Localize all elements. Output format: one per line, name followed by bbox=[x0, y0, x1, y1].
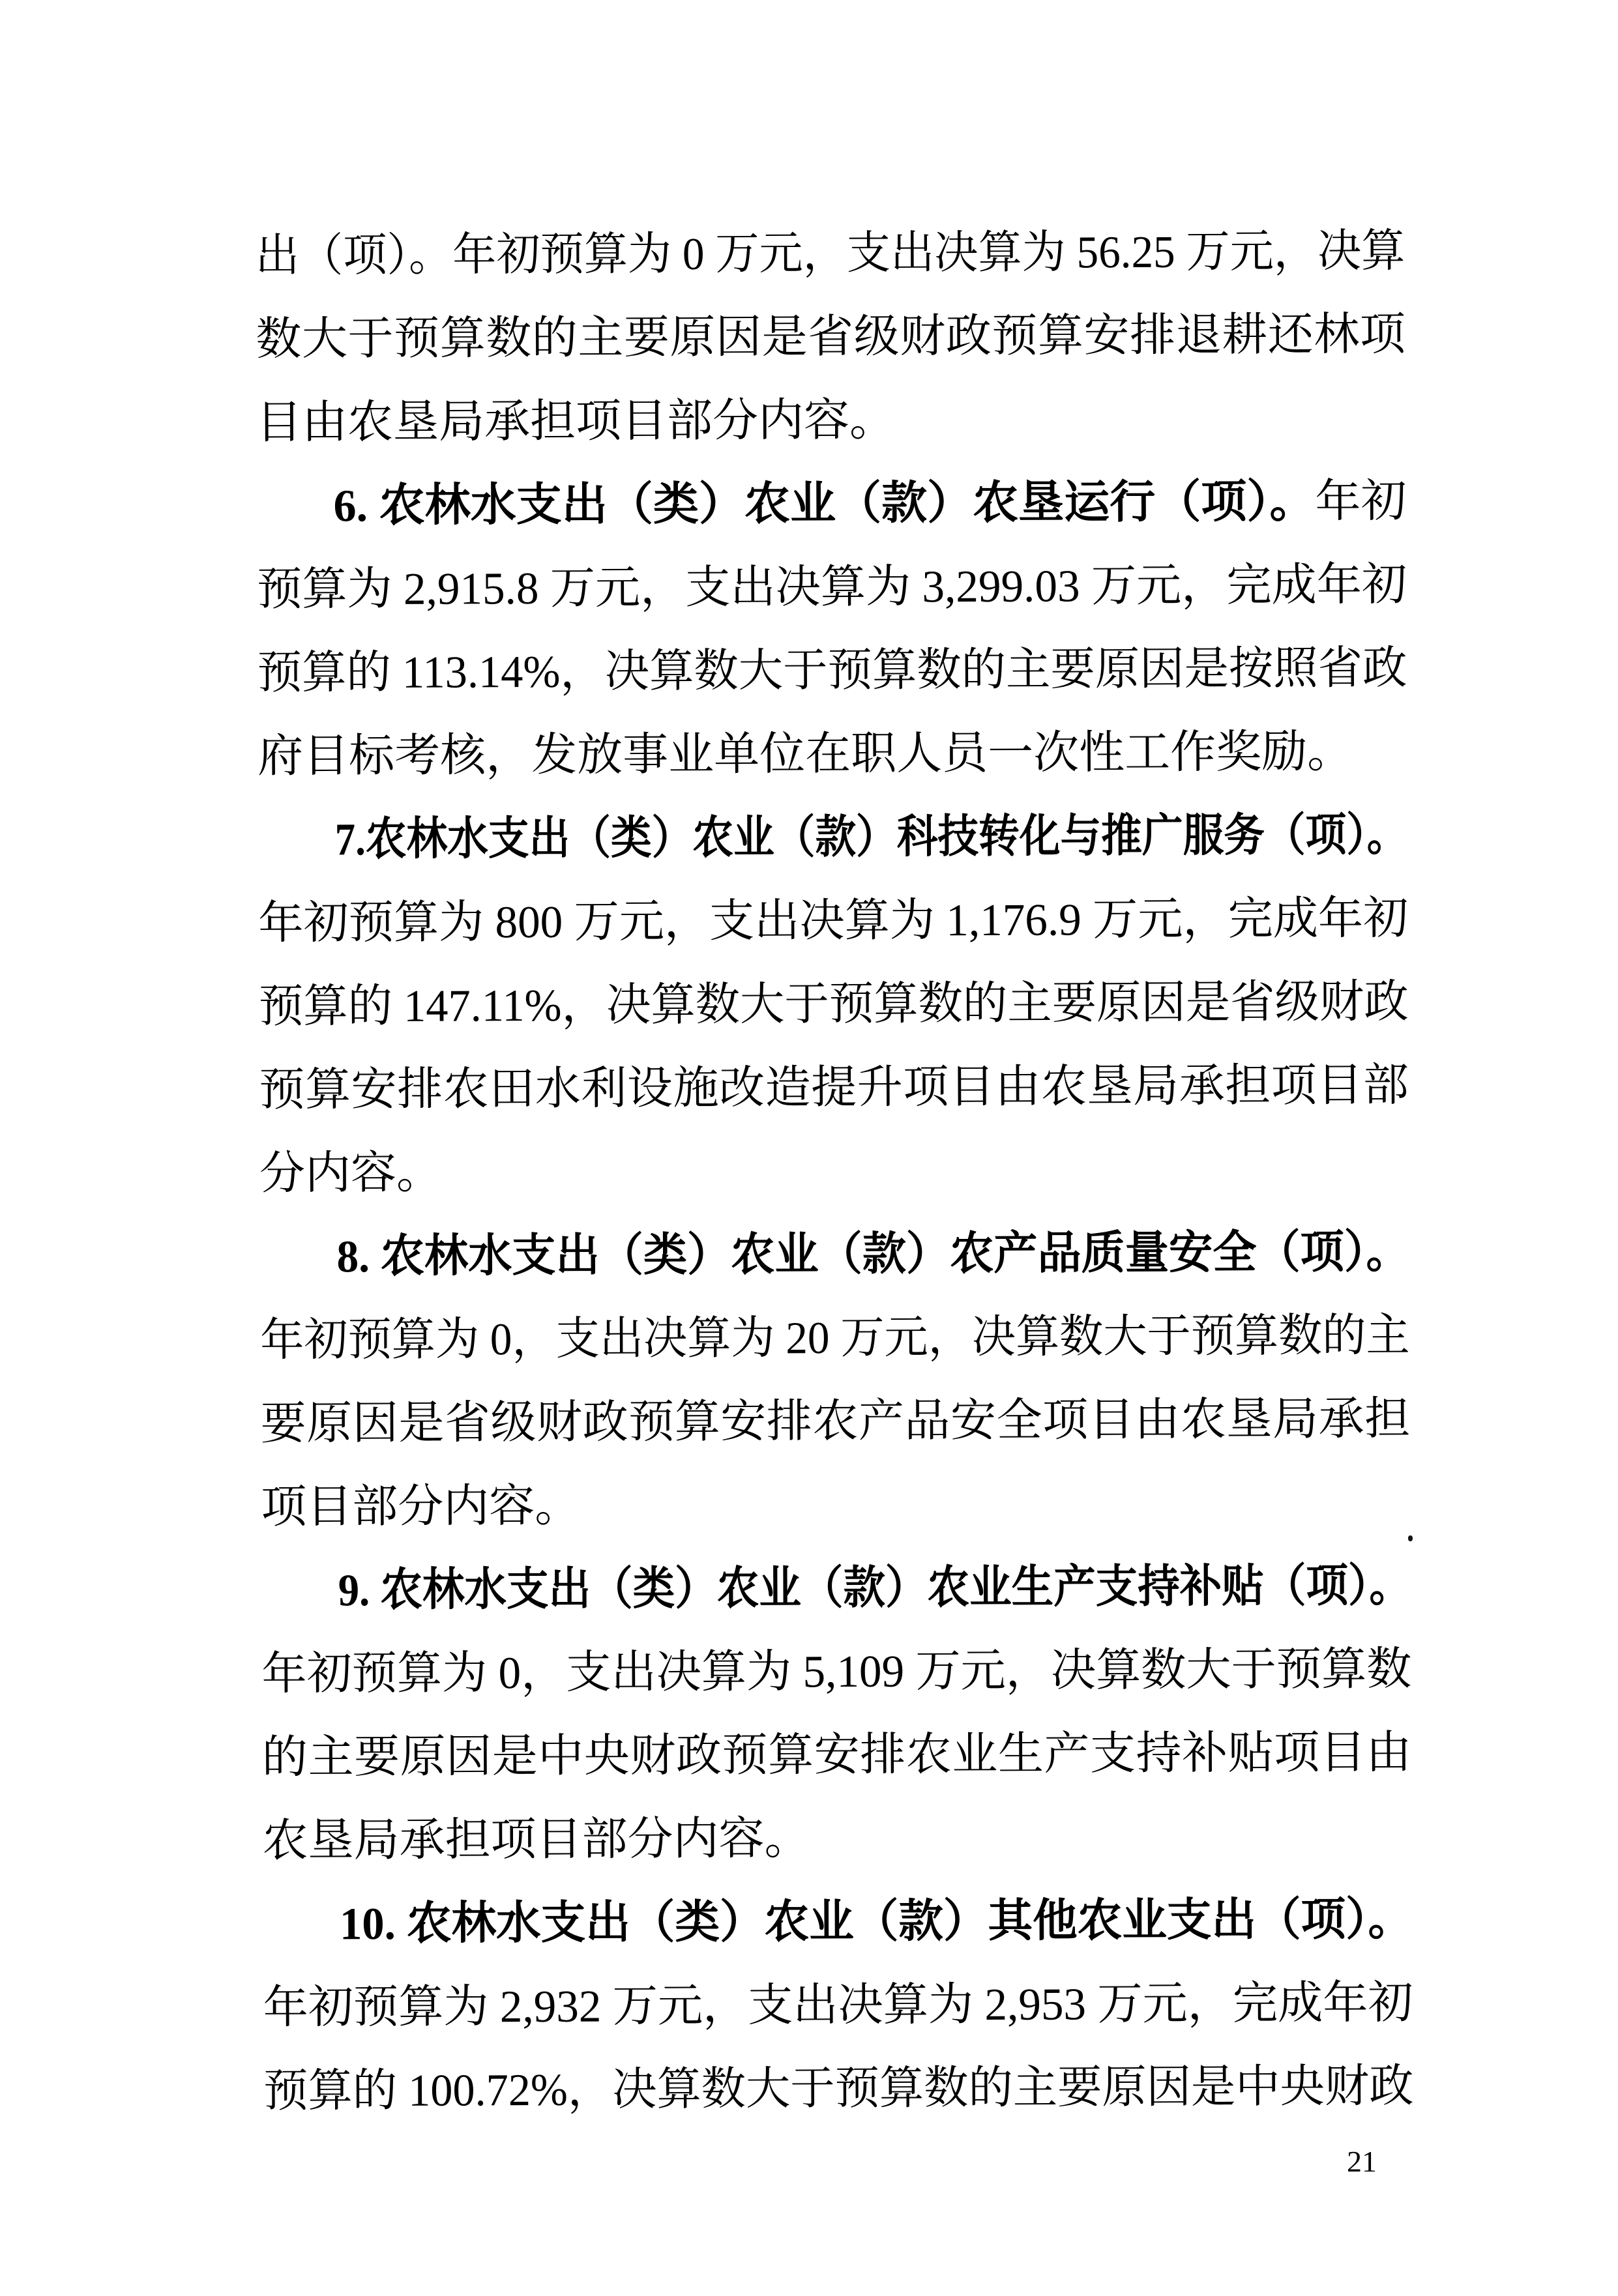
text-line-content bbox=[340, 1878, 1413, 1966]
section-heading-text: 9. 农林水支出（类）农业（款）农业生产支持补贴（项）。 bbox=[338, 1561, 1411, 1616]
text-line-content bbox=[261, 1628, 1412, 1717]
text-line bbox=[256, 460, 1407, 549]
text-line bbox=[259, 961, 1409, 1049]
text-line bbox=[256, 293, 1406, 382]
text-line-content bbox=[262, 1711, 1413, 1800]
text-line-content bbox=[259, 961, 1409, 1049]
text-line bbox=[257, 627, 1407, 716]
text-line bbox=[261, 1545, 1412, 1633]
text-line-content bbox=[260, 1294, 1410, 1383]
body-text: 年初预算为 0，支出决算为 5,109 万元，决算数大于预算数 bbox=[261, 1644, 1412, 1700]
text-line bbox=[257, 794, 1408, 882]
text-line-content bbox=[263, 2045, 1414, 2134]
body-text: 要原因是省级财政预算安排农产品安全项目由农垦局承担 bbox=[260, 1394, 1411, 1449]
text-line-content bbox=[263, 1962, 1413, 2050]
body-text: 预算安排农田水利设施改造提升项目由农垦局承担项目部 bbox=[259, 1060, 1409, 1116]
body-text: 年初预算为 2,932 万元，支出决算为 2,953 万元，完成年初 bbox=[263, 1978, 1413, 2033]
text-line bbox=[262, 1711, 1413, 1800]
text-line-content bbox=[256, 379, 896, 465]
text-line-content bbox=[260, 1378, 1411, 1466]
text-line-content bbox=[333, 460, 1407, 548]
body-text: 预算的 147.11%，决算数大于预算数的主要原因是省级财政 bbox=[258, 977, 1409, 1032]
text-line bbox=[257, 710, 1408, 799]
text-line-content bbox=[256, 210, 1405, 298]
body-text: 目由农垦局承担项目部分内容。 bbox=[256, 395, 896, 448]
body-text: 府目标考核，发放事业单位在职人员一次性工作奖励。 bbox=[257, 727, 1353, 782]
body-text: 年初预算为 0，支出决算为 20 万元，决算数大于预算数的主 bbox=[259, 1311, 1410, 1366]
text-line bbox=[261, 1461, 1411, 1550]
section-heading-text: 7.农林水支出（类）农业（款）科技转化与推广服务（项）。 bbox=[334, 810, 1408, 865]
text-line bbox=[261, 1628, 1412, 1717]
body-text: 年初 bbox=[1315, 476, 1407, 527]
text-line-content bbox=[259, 1044, 1409, 1133]
body-text: 预算为 2,915.8 万元，支出决算为 3,299.03 万元，完成年初 bbox=[256, 560, 1407, 615]
body-text: 农垦局承担项目部分内容。 bbox=[262, 1814, 810, 1867]
text-line-content bbox=[257, 627, 1407, 716]
body-text: 的主要原因是中央财政预算安排农业生产支持补贴项目由 bbox=[261, 1728, 1413, 1783]
body-text: 项目部分内容。 bbox=[261, 1481, 581, 1533]
text-line bbox=[263, 2045, 1414, 2134]
text-line bbox=[256, 210, 1406, 298]
text-line bbox=[263, 1962, 1413, 2050]
text-line-content bbox=[259, 1132, 443, 1216]
text-line bbox=[256, 377, 1407, 465]
text-line-content bbox=[261, 1465, 581, 1550]
text-line bbox=[258, 877, 1409, 966]
text-lines bbox=[256, 210, 1414, 2134]
body-text: 预算的 100.72%，决算数大于预算数的主要原因是中央财政 bbox=[263, 2061, 1414, 2117]
text-line bbox=[260, 1294, 1411, 1383]
body-text: 分内容。 bbox=[259, 1148, 443, 1199]
body-text: 预算的 113.14%，决算数大于预算数的主要原因是按照省政 bbox=[257, 643, 1407, 699]
body-text: 出（项）。年初预算为 0 万元，支出决算为 56.25 万元，决算 bbox=[255, 226, 1405, 282]
text-line bbox=[262, 1795, 1413, 1883]
text-line bbox=[259, 1044, 1409, 1133]
text-line-content bbox=[334, 794, 1407, 882]
text-line-content bbox=[336, 1211, 1410, 1299]
text-line-content bbox=[258, 877, 1409, 966]
body-text: 年初预算为 800 万元，支出决算为 1,176.9 万元，完成年初 bbox=[258, 894, 1409, 949]
text-line bbox=[260, 1378, 1411, 1466]
text-line bbox=[257, 544, 1407, 632]
page-number: 21 bbox=[1347, 2145, 1377, 2178]
text-line bbox=[259, 1211, 1410, 1300]
text-line-content bbox=[338, 1545, 1412, 1633]
text-line-content bbox=[257, 711, 1353, 799]
section-heading-text: 8. 农林水支出（类）农业（款）农产品质量安全（项）。 bbox=[336, 1227, 1410, 1283]
text-line bbox=[263, 1878, 1413, 1967]
text-line-content bbox=[257, 544, 1407, 632]
scan-artifact-dot bbox=[1408, 1535, 1413, 1541]
section-heading-text: 10. 农林水支出（类）农业（款）其他农业支出（项）。 bbox=[339, 1895, 1413, 1950]
text-line bbox=[259, 1127, 1410, 1216]
body-text: 数大于预算数的主要原因是省级财政预算安排退耕还林项 bbox=[256, 310, 1406, 365]
text-line-content bbox=[262, 1797, 810, 1883]
text-line-content bbox=[256, 293, 1406, 382]
section-heading-text: 6. 农林水支出（类）农业（款）农垦运行（项）。 bbox=[333, 476, 1316, 532]
